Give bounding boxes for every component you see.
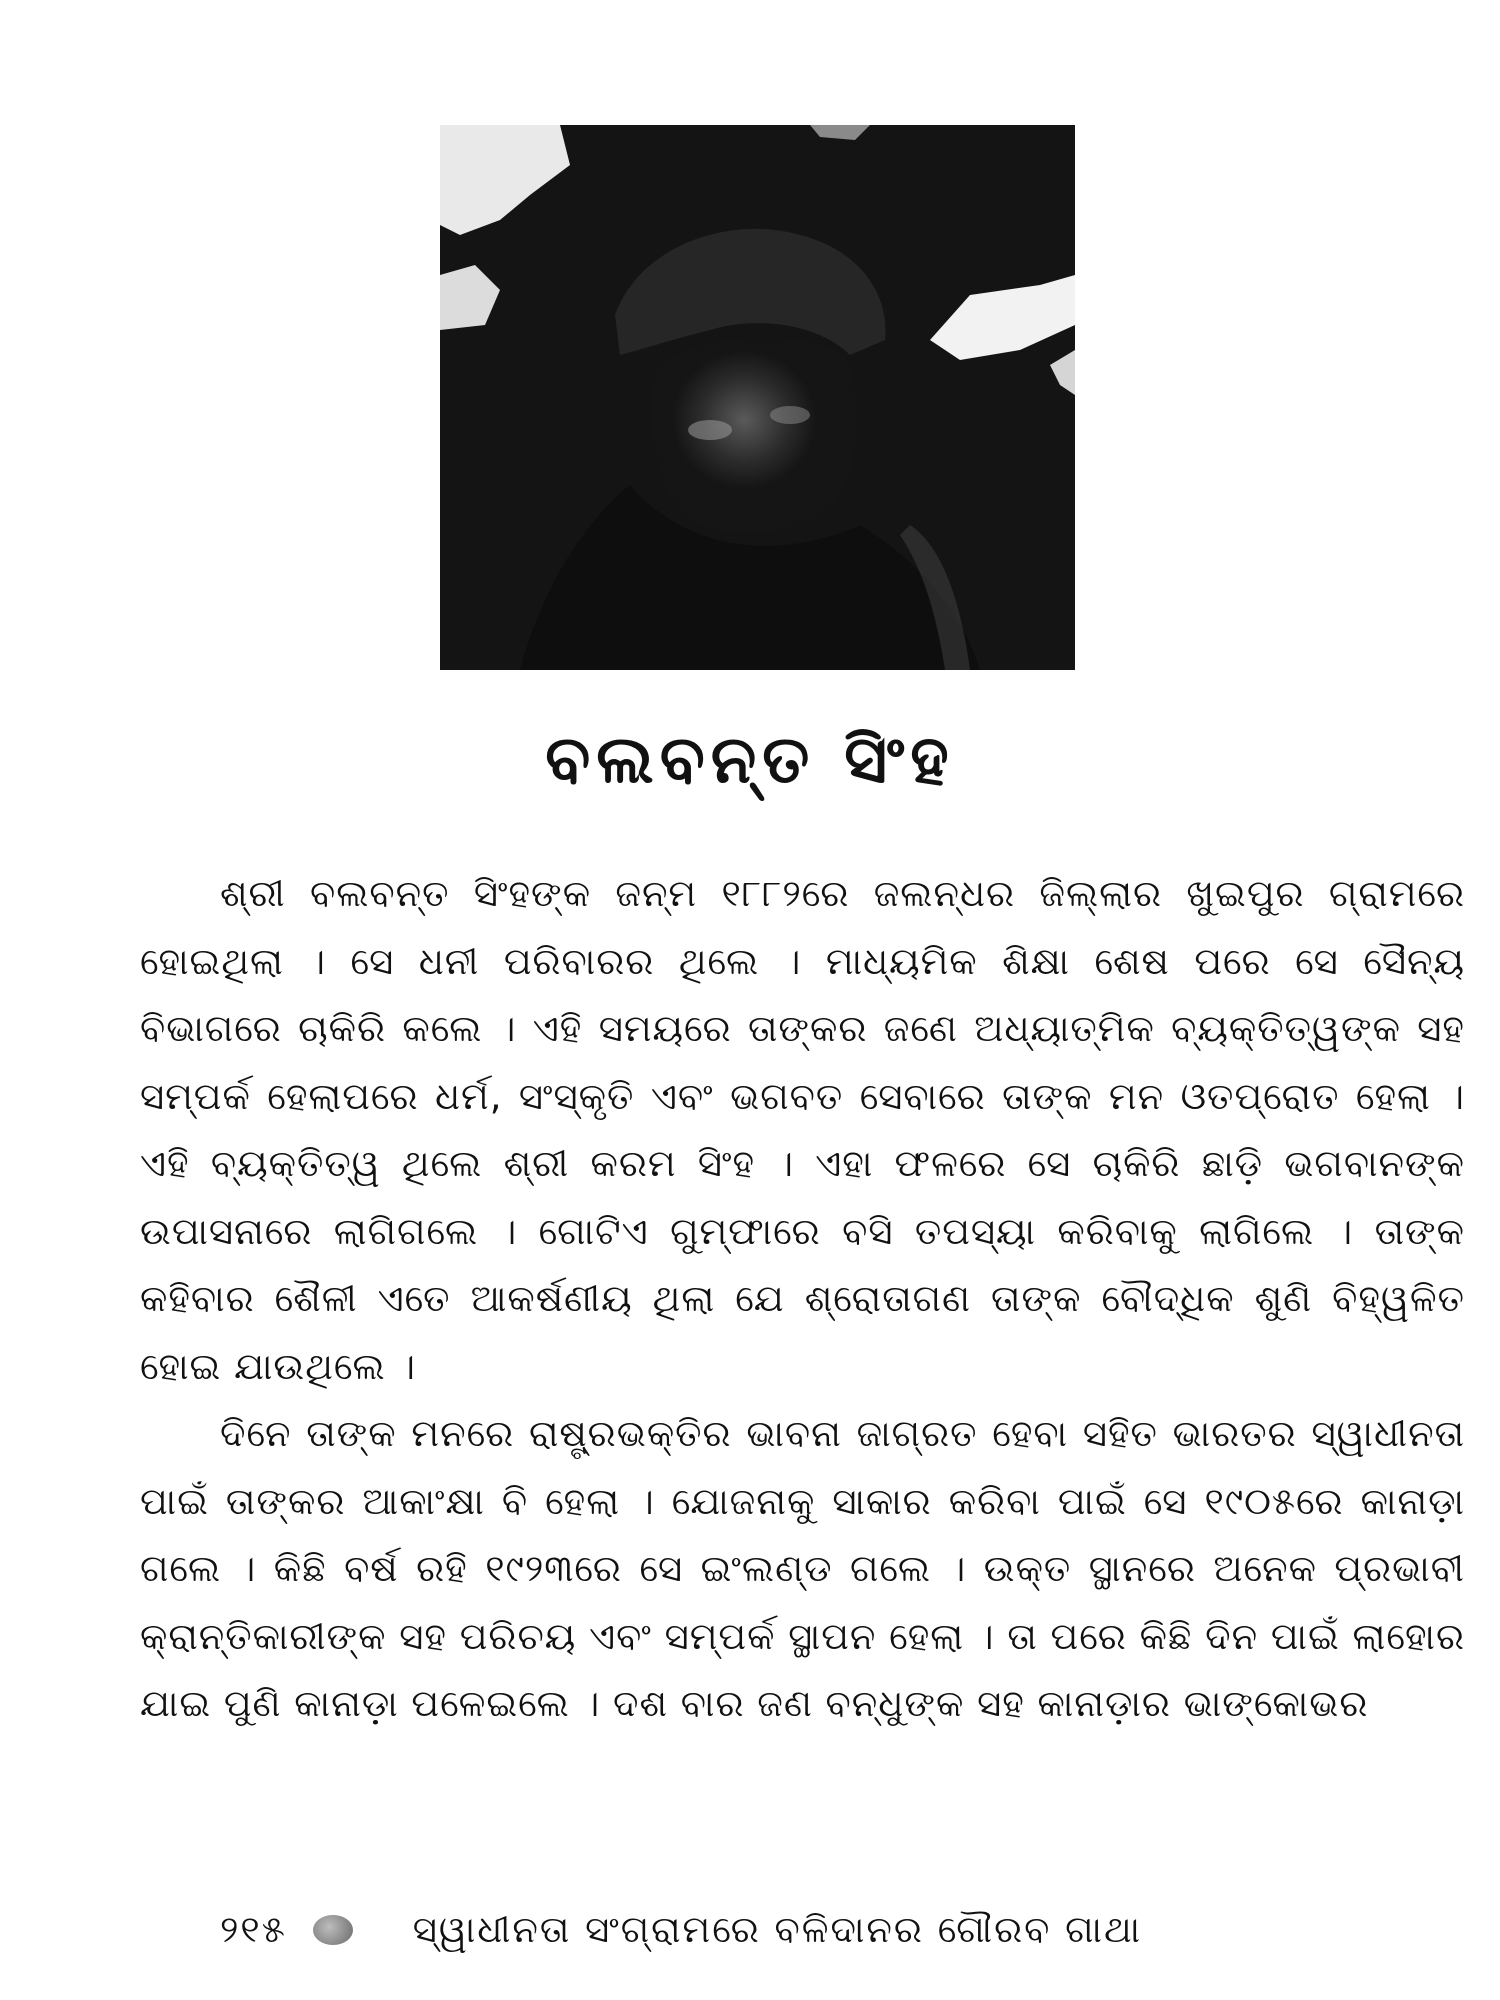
- page-number: ୨୧୫: [220, 1908, 287, 1951]
- portrait-photo: [440, 125, 1075, 670]
- article-body: [140, 860, 1465, 1738]
- paragraph-1: ଶ୍ରୀ ବଲବନ୍ତ ସିଂହଙ୍କ ଜନ୍ମ ୧୮୮୨ରେ ଜଲନ୍ଧର ଜିଲ୍ଲାର ଖୁଇପୁର ଗ୍ରାମରେ ହୋଇଥିଲା । ସେ ଧନୀ ପରିବାରର ଥିଲେ । ମାଧ୍ୟମିକ ଶିକ୍ଷା ଶେଷ ପରେ ସେ ସୈନ୍ୟ ବିଭାଗରେ ଚାକିରି କଲେ । ଏହି ସମୟରେ ତାଙ୍କର ଜଣେ ଅଧ୍ୟାତ୍ମିକ ବ୍ୟକ୍ତିତ୍ୱଙ୍କ ସହ ସମ୍ପର୍କ ହେଲାପରେ ଧର୍ମ, ସଂସ୍କୃତି ଏବଂ ଭଗବତ ସେବାରେ ତାଙ୍କ ମନ ଓତପ୍ରୋତ ହେଲା । ଏହି ବ୍ୟକ୍ତିତ୍ୱ ଥିଲେ ଶ୍ରୀ କରମ ସିଂହ । ଏହା ଫଳରେ ସେ ଚାକିରି ଛାଡ଼ି ଭଗବାନଙ୍କ ଉପାସନାରେ ଲାଗିଗଲେ । ଗୋଟିଏ ଗୁମ୍ଫାରେ ବସି ତପସ୍ୟା କରିବାକୁ ଲାଗିଲେ । ତାଙ୍କ କହିବାର ଶୈଳୀ ଏତେ ଆକର୍ଷଣୀୟ ଥିଲା ଯେ ଶ୍ରୋତାଗଣ ତାଙ୍କ ବୌଦ୍ଧିକ ଶୁଣି ବିହ୍ୱଳିତ ହୋଇ ଯାଉଥିଲେ ।: [140, 872, 1465, 1388]
- page-title: ବଲବନ୍ତ ସିଂହ: [545, 721, 955, 798]
- paragraph-2: ଦିନେ ତାଙ୍କ ମନରେ ରାଷ୍ଟ୍ରଭକ୍ତିର ଭାବନା ଜାଗ୍ରତ ହେବା ସହିତ ଭାରତର ସ୍ୱାଧୀନତା ପାଇଁ ତାଙ୍କର ଆକାଂକ୍ଷା ବି ହେଲା । ଯୋଜନାକୁ ସାକାର କରିବା ପାଇଁ ସେ ୧୯୦୫ରେ କାନାଡ଼ା ଗଲେ । କିଛି ବର୍ଷ ରହି ୧୯୨୩ରେ ସେ ଇଂଲଣ୍ଡ ଗଲେ । ଉକ୍ତ ସ୍ଥାନରେ ଅନେକ ପ୍ରଭାବୀ କ୍ରାନ୍ତିକାରୀଙ୍କ ସହ ପରିଚୟ ଏବଂ ସମ୍ପର୍କ ସ୍ଥାପନ ହେଲା । ତା ପରେ କିଛି ଦିନ ପାଇଁ ଲାହୋର ଯାଇ ପୁଣି କାନାଡ଼ା ପଳେଇଲେ । ଦଶ ବାର ଜଣ ବନ୍ଧୁଙ୍କ ସହ କାନାଡ଼ାର ଭାଙ୍କୋଭର: [140, 1412, 1465, 1725]
- portrait-image: [440, 125, 1075, 670]
- circle-bullet-icon: [313, 1915, 353, 1945]
- book-title: ସ୍ୱାଧୀନତା ସଂଗ୍ରାମରେ ବଳିଦାନର ଗୌରବ ଗାଥା: [412, 1908, 1143, 1951]
- page-footer: [220, 1900, 1142, 1960]
